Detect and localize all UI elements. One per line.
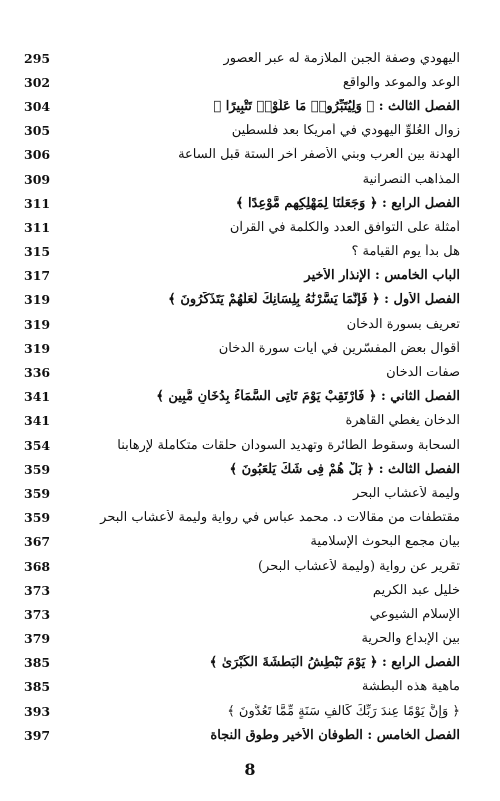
page-folio: 8 (244, 760, 256, 779)
toc-entry-title: المذاهب النصرانية (362, 171, 460, 187)
toc-entry (24, 264, 464, 288)
toc-page-number: 311 (24, 219, 51, 235)
toc-entry-title: الدخان يغطي القاهرة (345, 413, 460, 429)
toc-entry (24, 481, 464, 505)
toc-entry (24, 506, 464, 530)
toc-entry (24, 385, 464, 409)
toc-entry (24, 578, 464, 602)
toc-entry-title: الفصل الثالث : ﴿ بَلْ هُمْ فِى شَكٍّ يَلْعَبُونَ ﴾ (229, 461, 460, 477)
toc-entry-title: هل بدأ يوم القيامة ؟ (351, 244, 460, 260)
toc-page-number: 385 (24, 679, 51, 695)
toc-page-number: 319 (24, 292, 51, 308)
toc-page-number: 315 (24, 244, 51, 260)
toc-entry (24, 143, 464, 167)
toc-entry (24, 70, 464, 94)
toc-entry (24, 46, 464, 70)
toc-entry (24, 554, 464, 578)
toc-entry-title: وليمة لأعشاب البحر (353, 485, 460, 501)
toc-page-number: 379 (24, 631, 51, 647)
toc-entry-title: الفصل الرابع : ﴿ يَوْمَ نَبْطِشُ الْبَطْشَةَ الْكُبْرَىٰ ﴾ (209, 655, 460, 671)
toc-page-number: 302 (24, 74, 51, 90)
toc-entry (24, 288, 464, 312)
toc-entry (24, 312, 464, 336)
toc-page-number: 397 (24, 727, 51, 743)
toc-page-number: 359 (24, 461, 51, 477)
toc-entry-title: صفات الدخان (386, 365, 460, 381)
toc-page-number: 341 (24, 413, 51, 429)
table-of-contents (24, 46, 464, 747)
toc-entry-title: بين الإبداع والحرية (361, 631, 460, 647)
toc-entry (24, 409, 464, 433)
toc-entry (24, 94, 464, 118)
toc-entry (24, 191, 464, 215)
toc-entry-title: أمثلة على التوافق العدد والكلمة في القرآن (229, 219, 460, 235)
toc-entry (24, 699, 464, 723)
toc-entry-title: اليهودي وصفة الجبن الملازمة له عبر العصور (223, 50, 460, 66)
toc-page-number: 368 (24, 558, 51, 574)
toc-entry (24, 433, 464, 457)
toc-entry-title: زوال العُلوِّ اليهودي في أمريكا بعد فلسطين (231, 123, 460, 139)
toc-page-number: 336 (24, 365, 51, 381)
toc-page-number: 305 (24, 123, 51, 139)
toc-entry-title: تعريف بسورة الدخان (346, 316, 460, 332)
toc-entry (24, 530, 464, 554)
toc-page-number: 311 (24, 195, 51, 211)
toc-page-number: 373 (24, 582, 51, 598)
toc-page-number: 359 (24, 510, 51, 526)
toc-entry-title: الفصل الرابع : ﴿ وَجَعَلْنَا لِمَهْلِكِهِم مَّوْعِدًا ﴾ (235, 195, 460, 211)
toc-page-number: 319 (24, 316, 51, 332)
toc-entry (24, 457, 464, 481)
toc-entry (24, 627, 464, 651)
toc-entry-title: الهدنة بين العرب وبني الأصفر آخر الستة قبل الساعة (178, 147, 460, 163)
toc-page-number: 295 (24, 50, 51, 66)
toc-entry (24, 119, 464, 143)
toc-entry-title: ﴿ وَإِنَّ يَوْمًا عِندَ رَبِّكَ كَأَلْفِ سَنَةٍ مِّمَّا تَعُدُّونَ ﴾ (227, 703, 460, 719)
toc-page-number: 393 (24, 703, 51, 719)
toc-page-number: 359 (24, 485, 51, 501)
toc-entry (24, 602, 464, 626)
toc-entry-title: الإسلام الشيوعي (369, 606, 460, 622)
toc-entry-title: الفصل الأول : ﴿ فَإِنَّمَا يَسَّرْنَٰهُ بِلِسَانِكَ لَعَلَّهُمْ يَتَذَكَّرُونَ ﴾ (168, 292, 460, 308)
toc-page-number: 317 (24, 268, 51, 284)
toc-entry-title: ماهية هذه البطشة (361, 679, 460, 695)
toc-entry-title: الفصل الثاني : ﴿ فَارْتَقِبْ يَوْمَ تَأْتِى السَّمَآءُ بِدُخَانٍ مُّبِينٍ ﴾ (156, 389, 460, 405)
toc-entry (24, 723, 464, 747)
toc-entry-title: أقوال بعض المفسّرين في آيات سورة الدخان (218, 340, 460, 356)
toc-entry-title: تقرير عن رواية (وليمة لأعشاب البحر) (257, 558, 460, 574)
toc-page-number: 306 (24, 147, 51, 163)
toc-page-number: 354 (24, 437, 51, 453)
toc-entry-title: الفصل الخامس : الطوفان الأخير وطوق النجاة (210, 727, 460, 743)
toc-page-number: 373 (24, 606, 51, 622)
toc-entry-title: الوعد والموعد والواقع (342, 74, 460, 90)
toc-page-number: 319 (24, 340, 51, 356)
toc-page-number: 341 (24, 389, 51, 405)
toc-page-number: 304 (24, 98, 51, 114)
toc-page-number: 385 (24, 655, 51, 671)
toc-page-number: 367 (24, 534, 51, 550)
toc-entry-title: الفصل الثالث : ﴿ وَلِيُتَبِّرُوا۟ مَا عَلَوْا۟ تَتْبِيرًا ﴾ (213, 98, 460, 114)
toc-entry-title: الباب الخامس : الإنذار الأخير (304, 268, 460, 284)
toc-page-number: 309 (24, 171, 51, 187)
toc-entry (24, 167, 464, 191)
toc-entry (24, 675, 464, 699)
toc-entry-title: بيان مجمع البحوث الإسلامية (310, 534, 460, 550)
toc-entry-title: خليل عبد الكريم (372, 582, 460, 598)
toc-entry-title: السحابة وسقوط الطائرة وتهديد السودان حلقات متكاملة لإرهابنا (117, 437, 460, 453)
toc-entry (24, 360, 464, 384)
toc-entry (24, 215, 464, 239)
toc-entry (24, 240, 464, 264)
toc-entry (24, 651, 464, 675)
toc-entry-title: مقتطفات من مقالات د. محمد عباس في رواية وليمة لأعشاب البحر (100, 510, 460, 526)
toc-entry (24, 336, 464, 360)
